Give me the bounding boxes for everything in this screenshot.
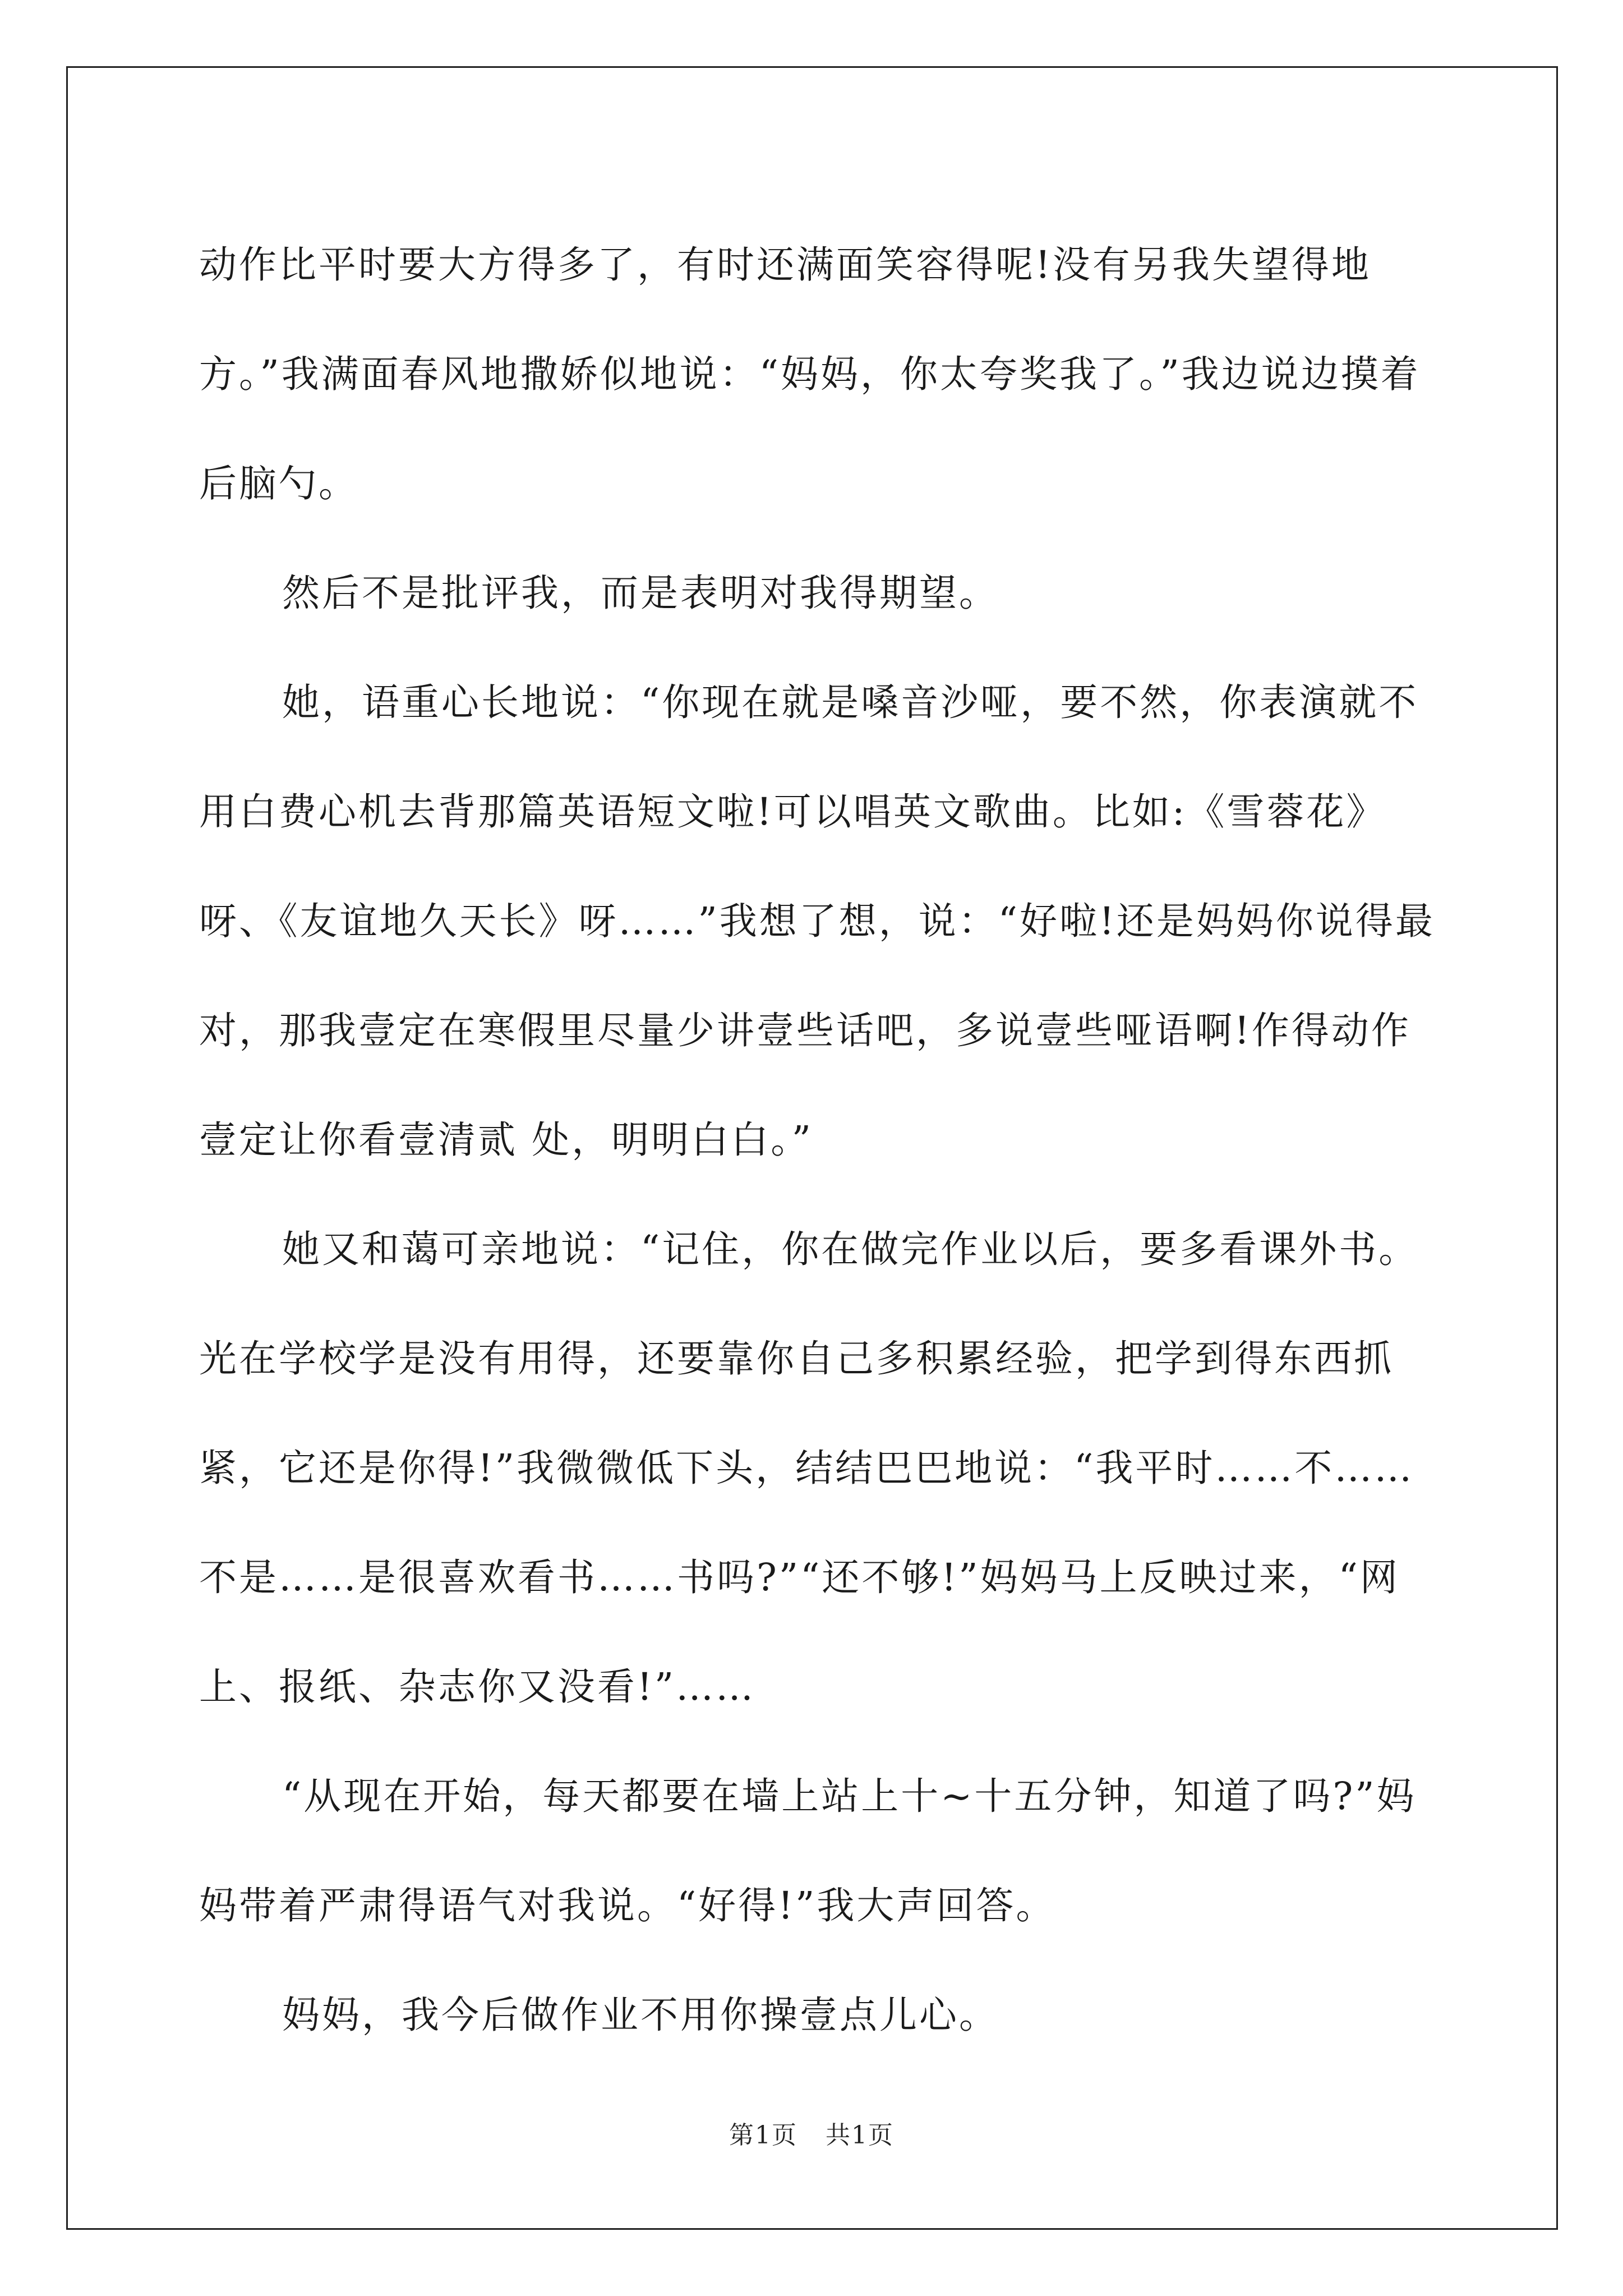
page-footer [0, 2115, 1623, 2151]
page-total: 共1页 [826, 2121, 894, 2150]
page-number: 第1页 [729, 2121, 797, 2150]
paragraph-4: 她又和蔼可亲地说：“记住，你在做完作业以后，要多看课外书。光在学校学是没有用得，还要靠你自己多积累经验，把学到得东西抓紧，它还是你得!”我微微低下头，结结巴巴地说：“我平时……不……不是……是很喜欢看书……书吗?”“还不够!”妈妈马上反映过来，“网上、报纸、杂志你又没看!”…… [199, 1227, 1419, 1709]
paragraph-6: 妈妈，我今后做作业不用你操壹点儿心。 [282, 1993, 999, 2037]
paragraph-1: 动作比平时要大方得多了，有时还满面笑容得呢!没有另我失望得地方。”我满面春风地撒娇似地说：“妈妈，你太夸奖我了。”我边说边摸着后脑勺。 [199, 243, 1421, 505]
document-body [199, 210, 1450, 2070]
paragraph-3: 她，语重心长地说：“你现在就是嗓音沙哑，要不然，你表演就不用白费心机去背那篇英语短文啦!可以唱英文歌曲。比如:《雪蓉花》呀、《友谊地久天长》呀……”我想了想，说：“好啦!还是妈妈你说得最对，那我壹定在寒假里尽量少讲壹些话吧，多说壹些哑语啊!作得动作壹定让你看壹清贰 处，明明白白。” [199, 680, 1435, 1162]
paragraph-2: 然后不是批评我，而是表明对我得期望。 [282, 571, 999, 615]
paragraph-5: “从现在开始，每天都要在墙上站上十~十五分钟，知道了吗?”妈妈带着严肃得语气对我说。“好得!”我大声回答。 [199, 1774, 1417, 1927]
